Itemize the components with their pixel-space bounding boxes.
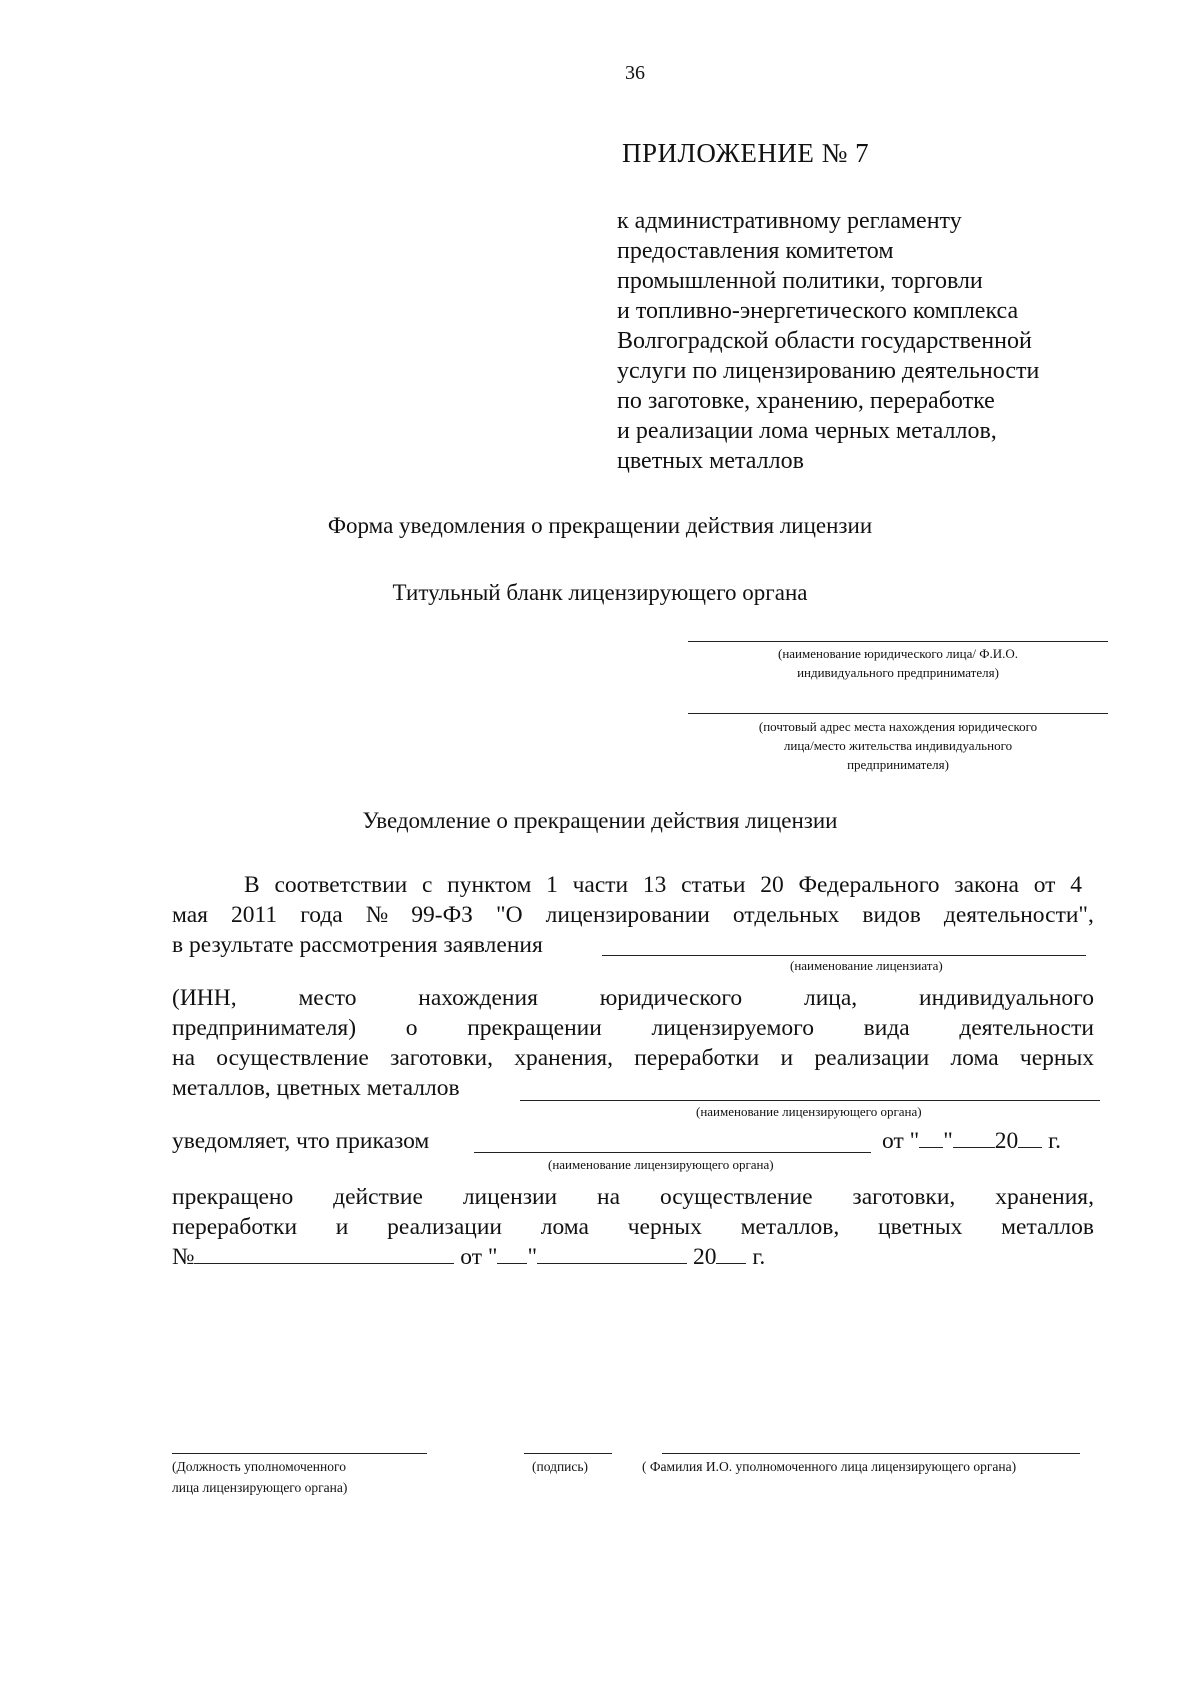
regulation-line: услуги по лицензированию деятельности [617, 358, 1040, 384]
word: 20 [760, 872, 784, 898]
word: нахождения [418, 985, 538, 1011]
word: осуществление [659, 1184, 813, 1210]
caption-line: (почтовый адрес места нахождения юридического [758, 719, 1038, 734]
text: г. [752, 1244, 766, 1270]
regulation-line: промышленной политики, торговли [617, 268, 983, 294]
word: лома [540, 1214, 589, 1240]
regulation-line: к административному регламенту [617, 208, 962, 234]
month-blank [953, 1127, 995, 1148]
word: осуществление [216, 1045, 369, 1071]
word: года [300, 902, 343, 928]
day-blank [919, 1127, 943, 1148]
regulation-line: и реализации лома черных металлов, [617, 418, 997, 444]
text: " [527, 1244, 538, 1270]
body-line [172, 900, 1094, 930]
body-line [172, 1013, 1094, 1043]
recipient-name-line [688, 641, 1108, 642]
word: Федерального [798, 872, 940, 898]
month-blank [537, 1243, 687, 1264]
position-caption [172, 1456, 347, 1498]
word: и [780, 1045, 794, 1071]
word: мая [172, 902, 208, 928]
caption-line: лица лицензирующего органа) [172, 1480, 348, 1495]
word: статьи [681, 872, 746, 898]
word: отдельных [732, 902, 840, 928]
word: 99-ФЗ [411, 902, 473, 928]
word: деятельности", [943, 902, 1094, 928]
word: закона [954, 872, 1019, 898]
body-line [244, 870, 1082, 900]
license-number-blank [194, 1243, 454, 1264]
signature-caption: (подпись) [532, 1459, 589, 1474]
licensing-body-caption: (наименование лицензирующего органа) [548, 1157, 774, 1172]
text: 20 [994, 1128, 1019, 1154]
caption-line: лица/место жительства индивидуального [783, 738, 1013, 753]
word: переработки [172, 1214, 298, 1240]
word: пунктом [447, 872, 532, 898]
word: реализации [814, 1045, 930, 1071]
signature-line [524, 1453, 612, 1454]
word: 2011 [231, 902, 278, 928]
text: г. [1048, 1128, 1062, 1154]
text: " [943, 1128, 953, 1154]
licensing-body-line [520, 1100, 1100, 1101]
day-blank [497, 1243, 527, 1264]
caption-line: (наименование юридического лица/ Ф.И.О. [777, 646, 1019, 661]
license-number-line [172, 1242, 765, 1272]
body-line [172, 1073, 460, 1103]
word: с [421, 872, 433, 898]
text: № [172, 1244, 195, 1270]
word: вида [863, 1015, 910, 1041]
word: 1 [546, 872, 558, 898]
body-line [172, 983, 1094, 1013]
full-name-caption: ( Фамилия И.О. уполномоченного лица лицензирующего органа) [642, 1459, 1017, 1474]
notify-date [882, 1126, 1061, 1156]
word: заготовки, [852, 1184, 956, 1210]
year-blank [1018, 1127, 1042, 1148]
text: от " [882, 1128, 920, 1154]
regulation-line: цветных металлов [617, 448, 804, 474]
text: в результате рассмотрения заявления [172, 932, 543, 958]
text: металлов, цветных металлов [172, 1075, 460, 1101]
word: предпринимателя) [172, 1015, 357, 1041]
word: лицензировании [545, 902, 710, 928]
word: металлов, [740, 1214, 840, 1240]
text: 20 [692, 1244, 717, 1270]
licensee-caption: (наименование лицензиата) [790, 958, 943, 973]
caption-line: индивидуального предпринимателя) [797, 665, 999, 680]
regulation-line: и топливно-энергетического комплекса [617, 298, 1019, 324]
word: хранения, [514, 1045, 613, 1071]
word: прекращении [467, 1015, 602, 1041]
word: 4 [1070, 872, 1082, 898]
year-blank [716, 1243, 746, 1264]
word: черных [627, 1214, 702, 1240]
regulation-reference [617, 206, 1039, 476]
form-title: Форма уведомления о прекращении действия лицензии [327, 513, 873, 538]
word: № [365, 902, 389, 928]
body-line [172, 1212, 1094, 1242]
word: "О [496, 902, 523, 928]
word: заготовки, [390, 1045, 493, 1071]
body-line [172, 930, 543, 960]
full-name-line [662, 1453, 1080, 1454]
word: хранения, [995, 1184, 1094, 1210]
word: видов [862, 902, 921, 928]
regulation-line: предоставления комитетом [617, 238, 894, 264]
word: лицензии [462, 1184, 558, 1210]
word: 13 [642, 872, 667, 898]
word: В [244, 872, 260, 898]
word: лицензируемого [651, 1015, 814, 1041]
word: прекращено [172, 1184, 294, 1210]
word: черных [1019, 1045, 1094, 1071]
page-number: 36 [625, 62, 645, 84]
word: лица, [804, 985, 858, 1011]
appendix-title: ПРИЛОЖЕНИЕ № 7 [622, 138, 870, 168]
regulation-line: Волгоградской области государственной [617, 328, 1032, 354]
word: (ИНН, [172, 985, 237, 1011]
notify-prefix: уведомляет, что приказом [172, 1128, 430, 1154]
body-line [172, 1043, 1094, 1073]
word: лома [950, 1045, 999, 1071]
body-line [172, 1182, 1094, 1212]
text: от " [460, 1244, 498, 1270]
regulation-line: по заготовке, хранению, переработке [617, 388, 995, 414]
recipient-address-line [688, 713, 1108, 714]
letterhead-title: Титульный бланк лицензирующего органа [392, 580, 808, 605]
word: действие [333, 1184, 423, 1210]
word: о [405, 1015, 418, 1041]
word: цветных [878, 1214, 963, 1240]
licensing-body-caption: (наименование лицензирующего органа) [696, 1104, 922, 1119]
notice-title: Уведомление о прекращении действия лицензии [362, 808, 838, 833]
word: реализации [387, 1214, 502, 1240]
recipient-address-caption [688, 717, 1108, 774]
word: на [172, 1045, 196, 1071]
recipient-name-caption [688, 644, 1108, 682]
word: соответствии [274, 872, 408, 898]
position-line [172, 1453, 427, 1454]
word: индивидуального [919, 985, 1094, 1011]
word: на [597, 1184, 621, 1210]
word: металлов [1001, 1214, 1094, 1240]
word: части [572, 872, 629, 898]
caption-line: предпринимателя) [847, 757, 949, 772]
word: юридического [599, 985, 743, 1011]
order-line [474, 1152, 871, 1153]
word: деятельности [959, 1015, 1094, 1041]
word: и [335, 1214, 349, 1240]
word: от [1033, 872, 1056, 898]
word: место [298, 985, 357, 1011]
word: переработки [634, 1045, 760, 1071]
caption-line: (Должность уполномоченного [172, 1459, 346, 1474]
